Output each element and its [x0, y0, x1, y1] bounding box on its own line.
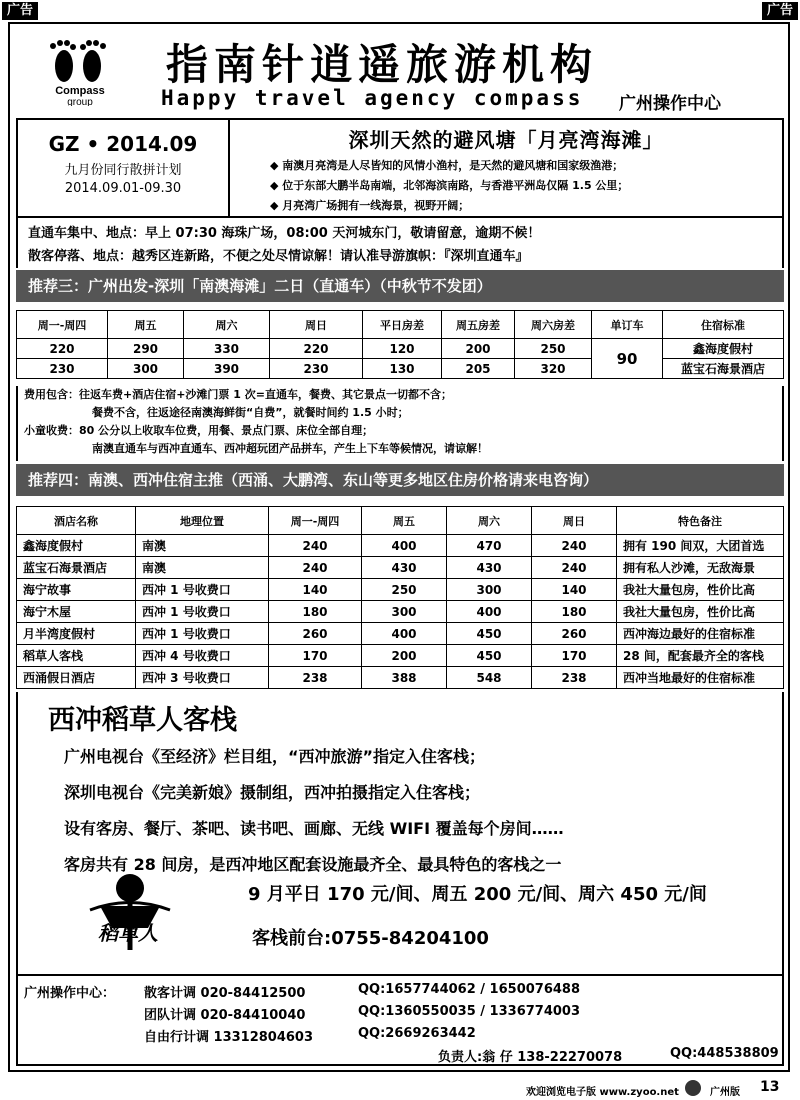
column-header: 周一-周四: [17, 311, 108, 339]
table-cell: 400: [447, 601, 532, 623]
table-header-row: [17, 311, 784, 339]
column-header: 周六房差: [515, 311, 592, 339]
contact-section: [16, 974, 784, 1066]
table-cell: 130: [363, 359, 442, 379]
table-row: [17, 645, 784, 667]
promo-line: 客房共有 28 间房，是西冲地区配套设施最齐全、最具特色的客栈之一: [64, 855, 562, 874]
promo-title: 西冲稻草人客栈: [48, 705, 237, 736]
scarecrow-logo-text: 稻草人: [98, 921, 158, 945]
contact-qq: QQ:1657744062 / 1650076488: [358, 982, 581, 997]
manager-qq: QQ:448538809: [670, 1046, 779, 1061]
plan-info-box: [16, 118, 784, 218]
table-cell: 170: [532, 645, 617, 667]
ad-label-left: 广告: [2, 2, 38, 20]
rec4-table-body: [17, 535, 784, 689]
plan-code: GZ • 2014.09: [48, 132, 198, 156]
table-row: [17, 557, 784, 579]
table-cell: 250: [515, 339, 592, 359]
feature-title: 深圳天然的避风塘「月亮湾海滩」: [348, 128, 664, 152]
scarecrow-logo-icon: [70, 870, 180, 960]
table-cell: 238: [532, 667, 617, 689]
table-cell: 拥有私人沙滩，无敌海景: [617, 557, 784, 579]
column-header: 周日: [532, 507, 617, 535]
logo-text-2: group: [67, 97, 93, 106]
feature-bullet: ◆ 南澳月亮湾是人尽皆知的风情小渔村，是天然的避风塘和国家级渔港；: [270, 159, 624, 172]
brand-name-cn: 指南针逍遥旅游机构: [166, 40, 599, 89]
table-cell: 300: [362, 601, 447, 623]
fee-line: 费用包含：往返车费+酒店住宿+沙滩门票 1 次=直通车，餐费、其它景点一切都不含；: [24, 388, 452, 401]
fee-line: 餐费不含，往返途径南澳海鲜街“自费”，就餐时间约 1.5 小时；: [92, 406, 409, 419]
contact-name: 团队计调 020-84410040: [144, 1008, 306, 1023]
table-cell: 400: [362, 535, 447, 557]
table-cell: 南澳: [136, 535, 269, 557]
table-cell: 拥有 190 间双，大团首选: [617, 535, 784, 557]
table-row: [17, 667, 784, 689]
table-cell: 140: [269, 579, 362, 601]
table-row: [17, 601, 784, 623]
table-cell: 230: [270, 359, 363, 379]
brand-center: 广州操作中心: [619, 94, 721, 114]
table-cell: 250: [362, 579, 447, 601]
table-cell: 蓝宝石海景酒店: [663, 359, 784, 379]
contact-label: 广州操作中心：: [24, 986, 116, 1001]
table-row: [17, 579, 784, 601]
table-cell: 205: [442, 359, 515, 379]
feature-info: [230, 120, 782, 213]
table-row: [17, 623, 784, 645]
contact-name: 自由行计调 13312804603: [144, 1030, 314, 1045]
table-cell: 430: [447, 557, 532, 579]
table-cell: 240: [269, 557, 362, 579]
rec3-header: 推荐三：广州出发-深圳「南澳海滩」二日（直通车）（中秋节不发团）: [16, 270, 784, 302]
promo-desk-phone: 客栈前台:0755-84204100: [252, 928, 489, 949]
page-footer: [0, 1076, 800, 1100]
table-cell: 稻草人客栈: [17, 645, 136, 667]
table-cell: 南澳: [136, 557, 269, 579]
note-line: 散客停落、地点：越秀区连新路，不便之处尽情谅解！请认准导游旗帜：『深圳直通车』: [28, 249, 529, 264]
table-cell: 220: [270, 339, 363, 359]
table-cell: 430: [362, 557, 447, 579]
table-cell: 548: [447, 667, 532, 689]
table-cell: 390: [184, 359, 270, 379]
logo-text-1: Compass: [55, 85, 105, 97]
table-cell: 西冲 1 号收费口: [136, 579, 269, 601]
table-cell: 470: [447, 535, 532, 557]
plan-dates: 2014.09.01-09.30: [64, 181, 182, 196]
column-header: 平日房差: [363, 311, 442, 339]
table-row: [17, 359, 784, 379]
table-cell: 西冲 1 号收费口: [136, 623, 269, 645]
table-cell: 180: [532, 601, 617, 623]
table-cell: 西冲 3 号收费口: [136, 667, 269, 689]
table-cell: 西冲 1 号收费口: [136, 601, 269, 623]
rec4-hotel-table: [16, 506, 784, 689]
table-cell: 388: [362, 667, 447, 689]
column-header: 周五: [362, 507, 447, 535]
table-cell: 240: [532, 535, 617, 557]
rec3-price-table: [16, 310, 784, 379]
table-cell: 我社大量包房，性价比高: [617, 579, 784, 601]
table-cell: 180: [269, 601, 362, 623]
meeting-notes: [16, 218, 784, 268]
logo-dot-icon: [685, 1080, 701, 1096]
table-cell: 238: [269, 667, 362, 689]
table-header-row: [17, 507, 784, 535]
table-cell: 170: [269, 645, 362, 667]
manager-contact: 负责人:翁 仔 138-22270078: [438, 1050, 623, 1065]
table-cell: 320: [515, 359, 592, 379]
table-cell: 200: [442, 339, 515, 359]
table-cell: 西冲当地最好的住宿标准: [617, 667, 784, 689]
table-cell: 我社大量包房，性价比高: [617, 601, 784, 623]
feature-bullet: ◆ 位于东部大鹏半岛南端，北邻海滨南路，与香港平洲岛仅隔 1.5 公里；: [270, 179, 629, 192]
table-cell: 西冲 4 号收费口: [136, 645, 269, 667]
column-header: 周五房差: [442, 311, 515, 339]
promo-price: 9 月平日 170 元/间、周五 200 元/间、周六 450 元/间: [248, 884, 707, 905]
table-cell: 450: [447, 623, 532, 645]
table-cell: 290: [108, 339, 184, 359]
table-cell: 海宁故事: [17, 579, 136, 601]
top-bar: [0, 0, 800, 22]
car-price-cell: 90: [592, 339, 663, 379]
table-cell: 28 间，配套最齐全的客栈: [617, 645, 784, 667]
promo-line: 深圳电视台《完美新娘》摄制组，西冲拍摄指定入住客栈；: [64, 783, 481, 802]
table-cell: 西涌假日酒店: [17, 667, 136, 689]
contact-qq: QQ:2669263442: [358, 1026, 476, 1041]
table-cell: 240: [269, 535, 362, 557]
note-line: 直通车集中、地点：早上 07:30 海珠广场，08:00 天河城东门，敬请留意，逾期不候！: [28, 226, 541, 241]
column-header: 酒店名称: [17, 507, 136, 535]
rec4-header: 推荐四：南澳、西冲住宿主推（西涌、大鹏湾、东山等更多地区住房价格请来电咨询）: [16, 464, 784, 496]
promo-line: 广州电视台《至经济》栏目组，“西冲旅游”指定入住客栈；: [64, 747, 486, 766]
table-cell: 海宁木屋: [17, 601, 136, 623]
table-cell: 240: [532, 557, 617, 579]
table-cell: 230: [17, 359, 108, 379]
feature-bullet: ◆ 月亮湾广场拥有一线海景，视野开阔；: [270, 199, 470, 212]
column-header: 单订车: [592, 311, 663, 339]
promo-section: [16, 692, 784, 974]
table-cell: 鑫海度假村: [17, 535, 136, 557]
column-header: 地理位置: [136, 507, 269, 535]
fee-line: 小童收费：80 公分以上收取车位费，用餐、景点门票、床位全部自理；: [24, 424, 374, 437]
table-row: [17, 535, 784, 557]
plan-subtitle: 九月份同行散拼计划: [64, 163, 182, 178]
ad-label-right: 广告: [762, 2, 798, 20]
fee-notes: [16, 386, 784, 461]
brand-banner: [16, 26, 784, 114]
column-header: 周五: [108, 311, 184, 339]
table-cell: 200: [362, 645, 447, 667]
column-header: 周六: [184, 311, 270, 339]
table-cell: 330: [184, 339, 270, 359]
fee-line: 南澳直通车与西冲直通车、西冲超玩团产品拼车，产生上下车等候情况，请谅解！: [92, 442, 488, 455]
table-row: [17, 339, 784, 359]
promo-line: 设有客房、餐厅、茶吧、读书吧、画廊、无线 WIFI 覆盖每个房间……: [64, 819, 564, 838]
table-cell: 鑫海度假村: [663, 339, 784, 359]
table-cell: 140: [532, 579, 617, 601]
table-cell: 西冲海边最好的住宿标准: [617, 623, 784, 645]
table-cell: 300: [447, 579, 532, 601]
column-header: 住宿标准: [663, 311, 784, 339]
column-header: 周六: [447, 507, 532, 535]
column-header: 周一-周四: [269, 507, 362, 535]
table-cell: 300: [108, 359, 184, 379]
table-cell: 260: [532, 623, 617, 645]
column-header: 特色备注: [617, 507, 784, 535]
contact-name: 散客计调 020-84412500: [144, 986, 306, 1001]
table-cell: 蓝宝石海景酒店: [17, 557, 136, 579]
table-cell: 400: [362, 623, 447, 645]
table-cell: 260: [269, 623, 362, 645]
table-cell: 450: [447, 645, 532, 667]
brand-name-en: Happy travel agency compass: [161, 86, 584, 110]
footer-edition: 广州版: [710, 1087, 740, 1098]
table-cell: 120: [363, 339, 442, 359]
footprint-logo-icon: [40, 36, 120, 106]
table-cell: 月半湾度假村: [17, 623, 136, 645]
page-number: 13: [760, 1079, 780, 1095]
plan-summary: [18, 120, 230, 216]
column-header: 周日: [270, 311, 363, 339]
contact-qq: QQ:1360550035 / 1336774003: [358, 1004, 581, 1019]
table-cell: 220: [17, 339, 108, 359]
footer-site: 欢迎浏览电子版 www.zyoo.net: [526, 1087, 679, 1098]
